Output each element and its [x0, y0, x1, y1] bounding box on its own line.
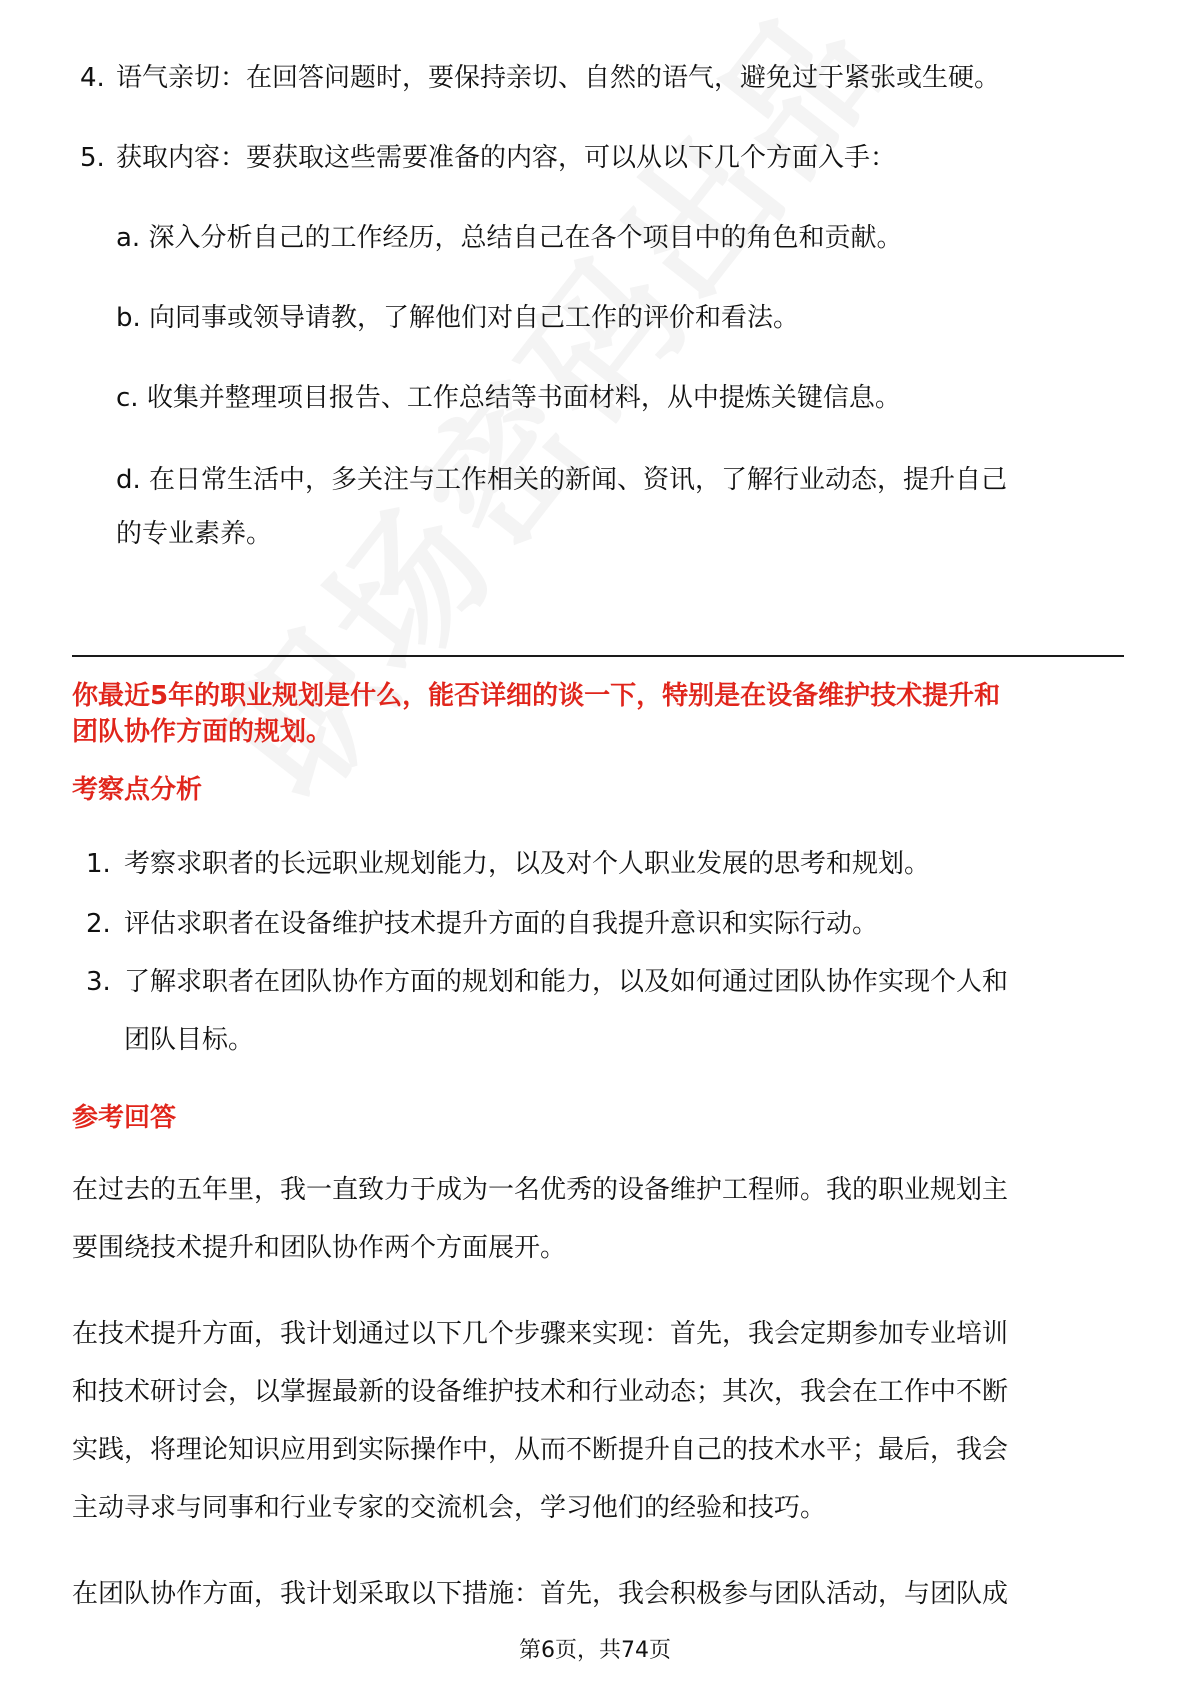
list-item-number: 4. — [80, 63, 105, 93]
answer-paragraph-line: 实践，将理论知识应用到实际操作中，从而不断提升自己的技术水平；最后，我会 — [72, 1435, 1009, 1465]
analysis-item-number: 2. — [86, 909, 111, 939]
analysis-item-text-cont: 团队目标。 — [124, 1025, 255, 1055]
answer-paragraph-line: 在技术提升方面，我计划通过以下几个步骤来实现：首先，我会定期参加专业培训 — [72, 1319, 1009, 1349]
list-item-text: 获取内容：要获取这些需要准备的内容，可以从以下几个方面入手： — [116, 143, 897, 173]
answer-paragraph-line: 在过去的五年里，我一直致力于成为一名优秀的设备维护工程师。我的职业规划主 — [72, 1175, 1009, 1205]
sub-item-b: b. 向同事或领导请教，了解他们对自己工作的评价和看法。 — [116, 303, 800, 333]
answer-paragraph-line: 在团队协作方面，我计划采取以下措施：首先，我会积极参与团队活动，与团队成 — [72, 1579, 1009, 1609]
analysis-item-text: 了解求职者在团队协作方面的规划和能力，以及如何通过团队协作实现个人和 — [124, 967, 1009, 997]
analysis-item-number: 3. — [86, 967, 111, 997]
analysis-item-number: 1. — [86, 849, 111, 879]
question-line1: 你最近5年的职业规划是什么，能否详细的谈一下，特别是在设备维护技术提升和 — [72, 681, 1001, 711]
sub-item-c: c. 收集并整理项目报告、工作总结等书面材料，从中提炼关键信息。 — [116, 383, 901, 413]
answer-heading: 参考回答 — [72, 1103, 177, 1133]
sub-item-d-line2: 的专业素养。 — [116, 519, 273, 549]
question-line2: 团队协作方面的规划。 — [72, 717, 333, 747]
analysis-item-text: 评估求职者在设备维护技术提升方面的自我提升意识和实际行动。 — [124, 909, 879, 939]
list-item-text: 语气亲切：在回答问题时，要保持亲切、自然的语气，避免过于紧张或生硬。 — [116, 63, 1001, 93]
answer-paragraph-line: 和技术研讨会，以掌握最新的设备维护技术和行业动态；其次，我会在工作中不断 — [72, 1377, 1009, 1407]
section-divider — [72, 655, 1124, 657]
analysis-item-text: 考察求职者的长远职业规划能力，以及对个人职业发展的思考和规划。 — [124, 849, 931, 879]
answer-paragraph-line: 要围绕技术提升和团队协作两个方面展开。 — [72, 1233, 567, 1263]
analysis-heading: 考察点分析 — [72, 775, 203, 805]
answer-paragraph-line: 主动寻求与同事和行业专家的交流机会，学习他们的经验和技巧。 — [72, 1493, 827, 1523]
sub-item-d-line1: d. 在日常生活中，多关注与工作相关的新闻、资讯，了解行业动态，提升自己 — [116, 465, 1008, 495]
sub-item-a: a. 深入分析自己的工作经历，总结自己在各个项目中的角色和贡献。 — [116, 223, 903, 253]
list-item-number: 5. — [80, 143, 105, 173]
page-footer: 第6页，共74页 — [519, 1638, 671, 1663]
